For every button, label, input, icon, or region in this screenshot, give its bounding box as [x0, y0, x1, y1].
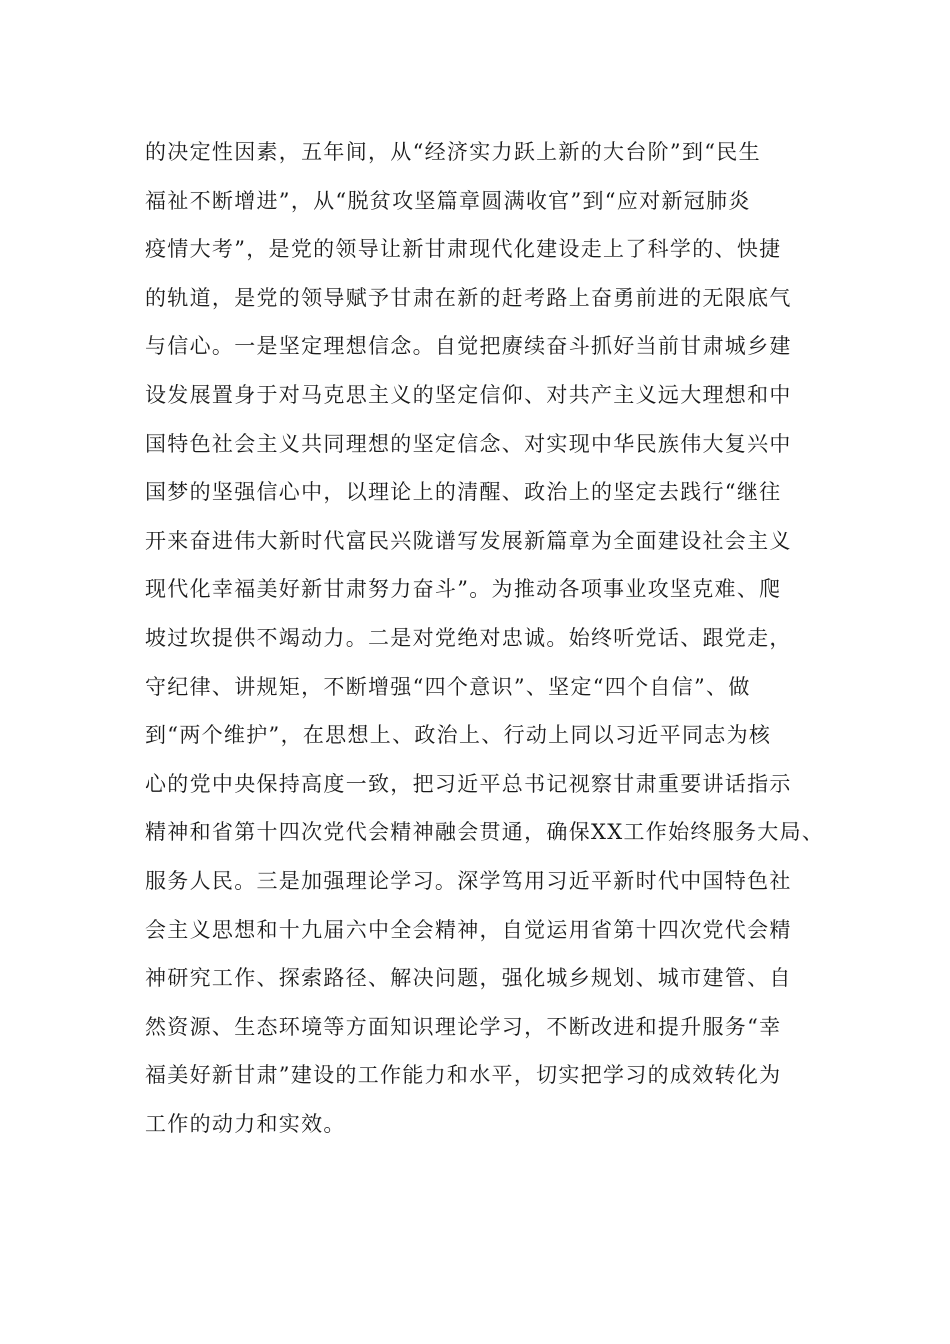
text-line: 福美好新甘肃”建设的工作能力和水平，切实把学习的成效转化为	[145, 1063, 782, 1088]
text-line: 守纪律、讲规矩，不断增强“四个意识”、坚定“四个自信”、做	[145, 674, 751, 699]
text-line: 设发展置身于对马克思主义的坚定信仰、对共产主义远大理想和中	[145, 382, 792, 407]
text-line: 的轨道，是党的领导赋予甘肃在新的赶考路上奋勇前进的无限底气	[145, 285, 792, 310]
text-line: 心的党中央保持高度一致，把习近平总书记视察甘肃重要讲话指示	[145, 771, 792, 796]
text-line: 会主义思想和十九届六中全会精神，自觉运用省第十四次党代会精	[145, 917, 792, 942]
text-line: 工作的动力和实效。	[145, 1111, 346, 1136]
text-line: 福祉不断增进”，从“脱贫攻坚篇章圆满收官”到“应对新冠肺炎	[145, 188, 751, 213]
body-paragraph	[145, 128, 835, 1148]
text-line: 神研究工作、探索路径、解决问题，强化城乡规划、城市建管、自	[145, 966, 792, 991]
text-line: 国特色社会主义共同理想的坚定信念、对实现中华民族伟大复兴中	[145, 431, 792, 456]
text-line: 与信心。一是坚定理想信念。自觉把赓续奋斗抓好当前甘肃城乡建	[145, 334, 792, 359]
text-line: 疫情大考”，是党的领导让新甘肃现代化建设走上了科学的、快捷	[145, 237, 782, 262]
text-line: 到“两个维护”，在思想上、政治上、行动上同以习近平同志为核	[145, 723, 772, 748]
text-line: 国梦的坚强信心中，以理论上的清醒、政治上的坚定去践行“继往	[145, 480, 782, 505]
text-line: 的决定性因素，五年间，从“经济实力跃上新的大台阶”到“民生	[145, 140, 761, 164]
text-line: 坡过坎提供不竭动力。二是对党绝对忠诚。始终听党话、跟党走，	[145, 625, 792, 650]
text-line: 服务人民。三是加强理论学习。深学笃用习近平新时代中国特色社	[145, 868, 792, 893]
text-line: 精神和省第十四次党代会精神融会贯通，确保XX工作始终服务大局、	[145, 820, 825, 845]
text-line: 然资源、生态环境等方面知识理论学习，不断改进和提升服务“幸	[145, 1014, 782, 1039]
text-line: 开来奋进伟大新时代富民兴陇谱写发展新篇章为全面建设社会主义	[145, 528, 792, 553]
text-line: 现代化幸福美好新甘肃努力奋斗”。为推动各项事业攻坚克难、爬	[145, 577, 782, 602]
